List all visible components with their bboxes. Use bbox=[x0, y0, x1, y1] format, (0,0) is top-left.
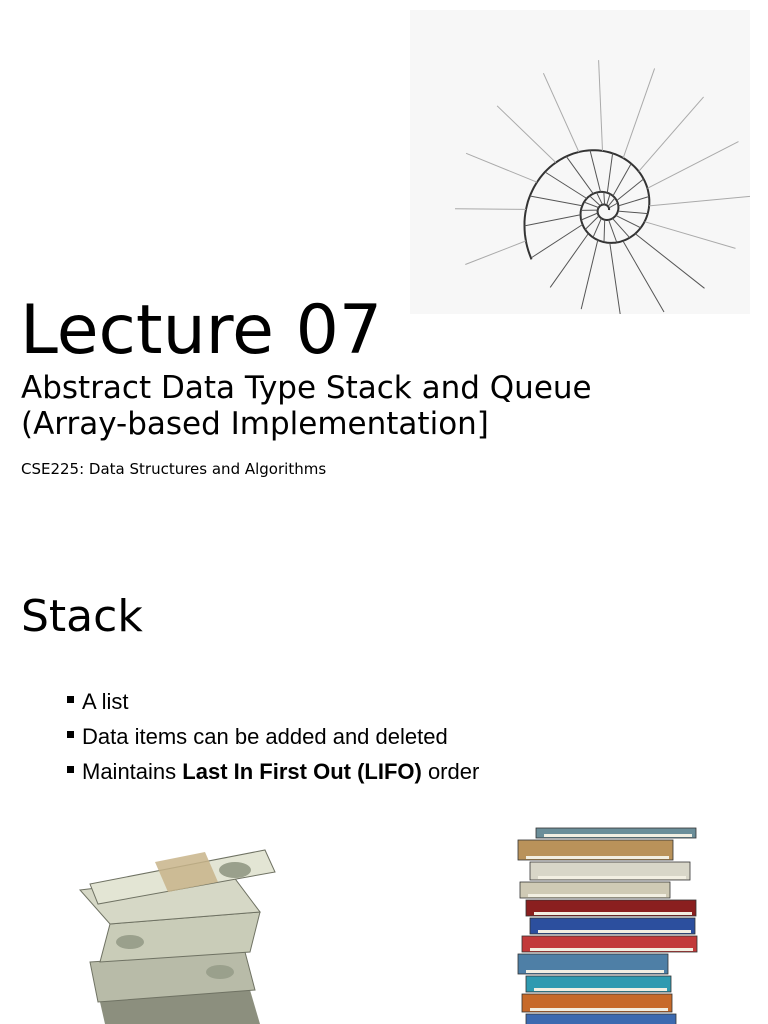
shell-chamber-line bbox=[581, 240, 598, 309]
shell-chamber-line bbox=[647, 142, 738, 189]
subtitle-line-2: (Array-based Implementation] bbox=[21, 406, 489, 442]
slide-title: Stack bbox=[21, 591, 143, 642]
lifo-emphasis: Last In First Out (LIFO) bbox=[182, 759, 422, 784]
book-pages bbox=[526, 970, 664, 973]
lecture-title: Lecture 07 bbox=[20, 291, 383, 370]
bullet-item: Maintains Last In First Out (LIFO) order bbox=[66, 754, 479, 789]
shell-chamber-line bbox=[610, 243, 621, 314]
shell-chamber-line bbox=[639, 97, 704, 171]
banknote-bundles bbox=[80, 850, 275, 1024]
shell-chamber-line bbox=[607, 194, 611, 205]
book-pages bbox=[544, 834, 692, 837]
nautilus-shell-image bbox=[410, 10, 750, 314]
shell-chamber-line bbox=[645, 222, 736, 249]
book-pages bbox=[538, 876, 686, 879]
book-pages bbox=[530, 1008, 668, 1011]
shell-chamber-line bbox=[543, 73, 579, 152]
lecture-subtitle bbox=[21, 370, 592, 442]
shell-chamber-line bbox=[604, 192, 605, 205]
stack-slide bbox=[0, 512, 768, 1024]
subtitle-line-1: Abstract Data Type Stack and Queue bbox=[21, 370, 592, 406]
book-pages bbox=[538, 930, 691, 933]
shell-chamber-line bbox=[497, 106, 556, 163]
bullet-square-icon bbox=[67, 696, 74, 703]
shell-chamber-line bbox=[609, 220, 617, 243]
shell-chamber-line bbox=[607, 153, 612, 193]
shell-chamber-line bbox=[618, 211, 648, 214]
shell-chamber-line bbox=[466, 153, 537, 182]
bullet-item: A list bbox=[66, 684, 479, 719]
shell-chamber-line bbox=[618, 197, 649, 206]
bullet-square-icon bbox=[67, 766, 74, 773]
shell-chamber-line bbox=[599, 60, 603, 151]
course-label: CSE225: Data Structures and Algorithms bbox=[21, 460, 327, 478]
book-pages bbox=[534, 988, 667, 991]
book-stack-image bbox=[500, 808, 720, 1024]
book-pages bbox=[526, 856, 669, 859]
book-pages bbox=[530, 948, 693, 951]
shell-chamber-line bbox=[455, 209, 526, 210]
shell-chamber-line bbox=[465, 241, 526, 265]
book-pages bbox=[534, 912, 692, 915]
shell-chamber-line bbox=[623, 68, 654, 158]
bullet-list bbox=[66, 684, 479, 789]
book-pages bbox=[528, 894, 666, 897]
shell-spiral bbox=[525, 150, 650, 259]
bullet-square-icon bbox=[67, 731, 74, 738]
shell-chamber-line bbox=[590, 150, 601, 192]
shell-chamber-line bbox=[649, 196, 750, 206]
shell-chamber-line bbox=[604, 220, 605, 242]
bullet-item: Data items can be added and deleted bbox=[66, 719, 479, 754]
money-stack-image bbox=[60, 812, 310, 1024]
book bbox=[526, 1014, 676, 1024]
shell-chamber-line bbox=[525, 215, 581, 226]
shell-chamber-line bbox=[530, 196, 582, 206]
shell-chamber-line bbox=[584, 202, 599, 208]
